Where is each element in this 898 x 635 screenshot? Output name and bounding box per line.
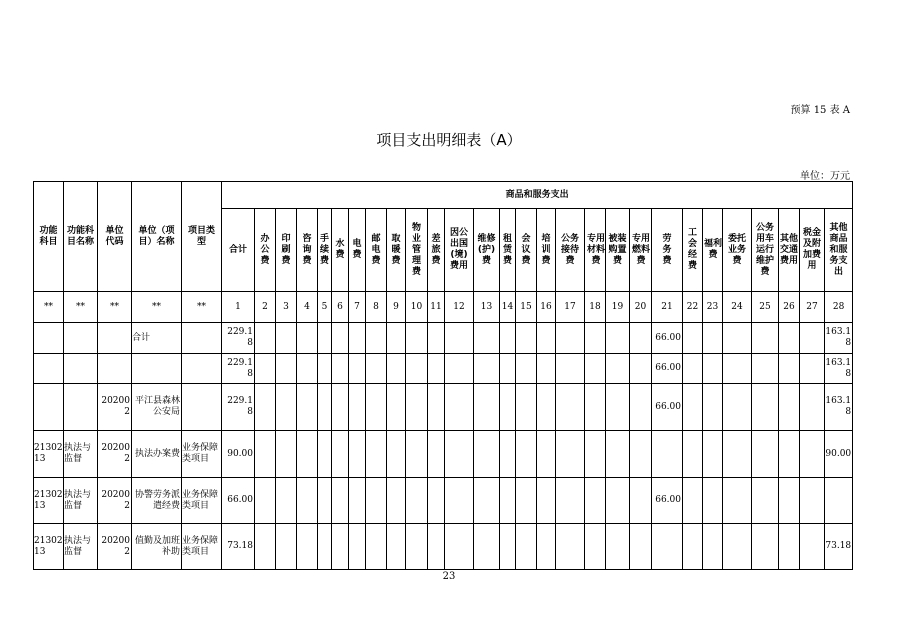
cell-empty — [349, 478, 366, 524]
cell-empty — [332, 478, 349, 524]
cell-empty — [723, 323, 752, 354]
header-col-1: 合计 — [222, 209, 255, 292]
cell-empty — [276, 323, 297, 354]
cell-empty — [297, 323, 318, 354]
cell-empty — [703, 384, 723, 431]
cell-empty — [500, 384, 516, 431]
cell-subject: 2130213 — [34, 431, 64, 478]
cell-empty — [332, 354, 349, 384]
cell-empty — [428, 431, 445, 478]
cell-empty — [387, 478, 406, 524]
header-col-3: 印刷费 — [276, 209, 297, 292]
cell-empty — [683, 431, 703, 478]
header-project-type: 项目类型 — [182, 182, 222, 292]
cell-empty — [606, 323, 630, 354]
cell-empty — [332, 323, 349, 354]
cell-total: 229.18 — [222, 323, 255, 354]
cell-empty — [255, 431, 276, 478]
cell-empty — [255, 478, 276, 524]
index-num: 26 — [779, 292, 800, 323]
cell-empty — [606, 354, 630, 384]
cell-empty — [630, 478, 652, 524]
header-col-13: 维修(护)费 — [474, 209, 500, 292]
cell-empty — [752, 478, 779, 524]
cell-empty — [800, 524, 825, 570]
cell-empty — [474, 431, 500, 478]
cell-empty — [556, 431, 585, 478]
cell-empty — [800, 431, 825, 478]
cell-empty — [297, 524, 318, 570]
cell-empty — [537, 354, 556, 384]
cell-subject-name: 执法与监督 — [64, 524, 98, 570]
cell-subject: 2130213 — [34, 524, 64, 570]
cell-empty — [349, 354, 366, 384]
index-num: 4 — [297, 292, 318, 323]
cell-empty — [723, 478, 752, 524]
cell-unit-code: 202002 — [98, 384, 132, 431]
cell-empty — [752, 431, 779, 478]
header-col-8: 邮电费 — [366, 209, 387, 292]
cell-empty — [516, 431, 537, 478]
header-col-16: 培训费 — [537, 209, 556, 292]
cell-empty — [606, 524, 630, 570]
index-num: 5 — [318, 292, 332, 323]
index-num: 8 — [366, 292, 387, 323]
index-star: ** — [132, 292, 182, 323]
cell-empty — [630, 354, 652, 384]
header-group: 商品和服务支出 — [222, 182, 853, 209]
cell-empty — [779, 431, 800, 478]
cell-empty — [516, 384, 537, 431]
cell-empty — [585, 354, 606, 384]
index-num: 17 — [556, 292, 585, 323]
index-num: 27 — [800, 292, 825, 323]
cell-empty — [606, 478, 630, 524]
cell-empty — [630, 323, 652, 354]
header-col-27: 税金及附加费用 — [800, 209, 825, 292]
cell-empty — [276, 384, 297, 431]
cell-empty — [297, 384, 318, 431]
header-col-6: 水费 — [332, 209, 349, 292]
cell-empty — [276, 478, 297, 524]
index-num: 24 — [723, 292, 752, 323]
cell-unit-code — [98, 323, 132, 354]
cell-empty — [779, 384, 800, 431]
cell-labor: 66.00 — [652, 354, 683, 384]
cell-empty — [255, 354, 276, 384]
cell-empty — [500, 354, 516, 384]
header-col-25: 公务用车运行维护费 — [752, 209, 779, 292]
cell-empty — [723, 431, 752, 478]
cell-empty — [585, 524, 606, 570]
cell-empty — [428, 524, 445, 570]
cell-empty — [406, 354, 428, 384]
cell-empty — [703, 478, 723, 524]
cell-other — [825, 478, 853, 524]
cell-empty — [428, 354, 445, 384]
cell-other: 73.18 — [825, 524, 853, 570]
cell-empty — [406, 323, 428, 354]
cell-project-type: 业务保障类项目 — [182, 431, 222, 478]
index-star: ** — [182, 292, 222, 323]
index-num: 19 — [606, 292, 630, 323]
header-func-name: 功能科目名称 — [64, 182, 98, 292]
cell-empty — [516, 478, 537, 524]
cell-empty — [556, 478, 585, 524]
cell-empty — [752, 384, 779, 431]
header-col-17: 公务接待费 — [556, 209, 585, 292]
cell-empty — [516, 524, 537, 570]
cell-empty — [474, 323, 500, 354]
index-num: 2 — [255, 292, 276, 323]
cell-empty — [318, 431, 332, 478]
index-star: ** — [64, 292, 98, 323]
cell-empty — [445, 478, 474, 524]
cell-empty — [516, 323, 537, 354]
index-num: 22 — [683, 292, 703, 323]
cell-empty — [800, 354, 825, 384]
header-col-15: 会议费 — [516, 209, 537, 292]
header-unit-project: 单位（项目）名称 — [132, 182, 182, 292]
index-num: 15 — [516, 292, 537, 323]
index-num: 18 — [585, 292, 606, 323]
table-row — [34, 384, 853, 431]
header-col-26: 其他交通费用 — [779, 209, 800, 292]
cell-other: 163.18 — [825, 354, 853, 384]
cell-empty — [537, 478, 556, 524]
cell-unit-project: 执法办案费 — [132, 431, 182, 478]
cell-empty — [683, 524, 703, 570]
header-col-21: 劳务费 — [652, 209, 683, 292]
cell-other: 163.18 — [825, 323, 853, 354]
cell-empty — [406, 478, 428, 524]
cell-total: 66.00 — [222, 478, 255, 524]
index-num: 11 — [428, 292, 445, 323]
cell-empty — [318, 384, 332, 431]
cell-unit-code: 202002 — [98, 524, 132, 570]
header-unit-code: 单位代码 — [98, 182, 132, 292]
cell-empty — [318, 524, 332, 570]
cell-empty — [779, 354, 800, 384]
cell-empty — [332, 431, 349, 478]
index-star: ** — [34, 292, 64, 323]
header-col-19: 被装购置费 — [606, 209, 630, 292]
cell-empty — [349, 431, 366, 478]
cell-empty — [500, 524, 516, 570]
header-col-24: 委托业务费 — [723, 209, 752, 292]
cell-empty — [752, 524, 779, 570]
cell-empty — [474, 478, 500, 524]
index-num: 25 — [752, 292, 779, 323]
header-col-10: 物业管理费 — [406, 209, 428, 292]
table-number: 预算 15 表 A — [790, 105, 850, 116]
cell-empty — [723, 524, 752, 570]
cell-total: 73.18 — [222, 524, 255, 570]
cell-subject-name: 执法与监督 — [64, 478, 98, 524]
cell-empty — [752, 323, 779, 354]
cell-empty — [683, 323, 703, 354]
page-title: 项目支出明细表（A） — [376, 131, 522, 149]
cell-project-type — [182, 384, 222, 431]
cell-empty — [537, 524, 556, 570]
cell-empty — [366, 478, 387, 524]
index-num: 28 — [825, 292, 853, 323]
cell-subject — [34, 354, 64, 384]
cell-empty — [474, 384, 500, 431]
header-col-5: 手续费 — [318, 209, 332, 292]
cell-empty — [500, 431, 516, 478]
cell-empty — [297, 478, 318, 524]
cell-unit-code: 202002 — [98, 478, 132, 524]
header-col-28: 其他商品和服务支出 — [825, 209, 853, 292]
cell-subject: 2130213 — [34, 478, 64, 524]
table-row — [34, 323, 853, 354]
cell-empty — [255, 323, 276, 354]
cell-empty — [349, 323, 366, 354]
cell-empty — [445, 431, 474, 478]
index-num: 9 — [387, 292, 406, 323]
cell-unit-project: 值勤及加班补助 — [132, 524, 182, 570]
cell-unit-project: 协警劳务派遣经费 — [132, 478, 182, 524]
cell-empty — [703, 323, 723, 354]
cell-labor — [652, 524, 683, 570]
index-num: 23 — [703, 292, 723, 323]
header-col-14: 租赁费 — [500, 209, 516, 292]
page-number: 23 — [442, 571, 456, 582]
cell-empty — [276, 354, 297, 384]
cell-total: 229.18 — [222, 354, 255, 384]
cell-empty — [474, 524, 500, 570]
cell-empty — [318, 323, 332, 354]
cell-empty — [516, 354, 537, 384]
table-row — [34, 524, 853, 570]
cell-empty — [703, 431, 723, 478]
cell-empty — [428, 478, 445, 524]
cell-empty — [683, 478, 703, 524]
cell-empty — [537, 323, 556, 354]
index-num: 7 — [349, 292, 366, 323]
index-num: 14 — [500, 292, 516, 323]
header-col-23: 福利费 — [703, 209, 723, 292]
header-func-subject: 功能科目 — [34, 182, 64, 292]
cell-empty — [606, 431, 630, 478]
header-col-4: 咨询费 — [297, 209, 318, 292]
cell-empty — [703, 354, 723, 384]
cell-empty — [276, 431, 297, 478]
cell-empty — [703, 524, 723, 570]
table-row — [34, 478, 853, 524]
cell-empty — [585, 384, 606, 431]
cell-empty — [406, 384, 428, 431]
cell-empty — [297, 431, 318, 478]
cell-empty — [366, 384, 387, 431]
cell-empty — [630, 431, 652, 478]
cell-empty — [445, 384, 474, 431]
cell-empty — [276, 524, 297, 570]
cell-empty — [349, 384, 366, 431]
cell-labor: 66.00 — [652, 384, 683, 431]
cell-other: 90.00 — [825, 431, 853, 478]
header-col-22: 工会经费 — [683, 209, 703, 292]
cell-empty — [779, 524, 800, 570]
index-star: ** — [98, 292, 132, 323]
cell-empty — [683, 384, 703, 431]
cell-total: 90.00 — [222, 431, 255, 478]
cell-empty — [779, 478, 800, 524]
cell-empty — [255, 524, 276, 570]
index-num: 6 — [332, 292, 349, 323]
cell-project-type: 业务保障类项目 — [182, 478, 222, 524]
index-num: 13 — [474, 292, 500, 323]
cell-empty — [606, 384, 630, 431]
cell-empty — [445, 323, 474, 354]
cell-subject-name: 执法与监督 — [64, 431, 98, 478]
cell-empty — [800, 323, 825, 354]
cell-subject-name — [64, 354, 98, 384]
cell-empty — [428, 384, 445, 431]
cell-subject — [34, 384, 64, 431]
cell-empty — [556, 524, 585, 570]
cell-empty — [255, 384, 276, 431]
index-num: 10 — [406, 292, 428, 323]
cell-empty — [630, 384, 652, 431]
cell-empty — [366, 431, 387, 478]
header-col-12: 因公出国(境)费用 — [445, 209, 474, 292]
cell-empty — [366, 524, 387, 570]
cell-empty — [366, 323, 387, 354]
table-row — [34, 354, 853, 384]
header-col-7: 电费 — [349, 209, 366, 292]
index-num: 20 — [630, 292, 652, 323]
index-num: 12 — [445, 292, 474, 323]
cell-unit-project: 平江县森林公安局 — [132, 384, 182, 431]
cell-empty — [585, 323, 606, 354]
cell-empty — [800, 384, 825, 431]
cell-subject — [34, 323, 64, 354]
cell-empty — [585, 431, 606, 478]
cell-empty — [366, 354, 387, 384]
cell-empty — [630, 524, 652, 570]
cell-labor: 66.00 — [652, 478, 683, 524]
cell-empty — [387, 323, 406, 354]
cell-empty — [723, 354, 752, 384]
index-num: 1 — [222, 292, 255, 323]
cell-empty — [445, 524, 474, 570]
cell-empty — [406, 524, 428, 570]
cell-unit-code — [98, 354, 132, 384]
cell-empty — [387, 384, 406, 431]
cell-empty — [752, 354, 779, 384]
cell-unit-code: 202002 — [98, 431, 132, 478]
cell-empty — [474, 354, 500, 384]
cell-empty — [349, 524, 366, 570]
cell-empty — [387, 431, 406, 478]
index-num: 16 — [537, 292, 556, 323]
cell-empty — [537, 431, 556, 478]
cell-empty — [318, 354, 332, 384]
header-col-2: 办公费 — [255, 209, 276, 292]
cell-unit-project: 合计 — [132, 323, 182, 354]
cell-empty — [779, 323, 800, 354]
unit-label: 单位：万元 — [800, 171, 850, 182]
cell-empty — [297, 354, 318, 384]
cell-empty — [723, 384, 752, 431]
header-col-11: 差旅费 — [428, 209, 445, 292]
cell-empty — [556, 323, 585, 354]
expense-table — [33, 181, 853, 570]
table-row — [34, 431, 853, 478]
cell-other: 163.18 — [825, 384, 853, 431]
cell-empty — [500, 478, 516, 524]
cell-empty — [387, 354, 406, 384]
cell-empty — [332, 524, 349, 570]
header-col-20: 专用燃料费 — [630, 209, 652, 292]
index-num: 3 — [276, 292, 297, 323]
header-col-18: 专用材料费 — [585, 209, 606, 292]
cell-empty — [800, 478, 825, 524]
cell-empty — [445, 354, 474, 384]
cell-total: 229.18 — [222, 384, 255, 431]
cell-empty — [556, 354, 585, 384]
cell-labor — [652, 431, 683, 478]
index-num: 21 — [652, 292, 683, 323]
cell-unit-project — [132, 354, 182, 384]
cell-project-type — [182, 354, 222, 384]
cell-project-type — [182, 323, 222, 354]
cell-empty — [428, 323, 445, 354]
cell-project-type: 业务保障类项目 — [182, 524, 222, 570]
cell-empty — [556, 384, 585, 431]
cell-empty — [406, 431, 428, 478]
cell-empty — [585, 478, 606, 524]
cell-empty — [318, 478, 332, 524]
cell-empty — [683, 354, 703, 384]
cell-subject-name — [64, 323, 98, 354]
cell-empty — [387, 524, 406, 570]
cell-empty — [332, 384, 349, 431]
cell-empty — [537, 384, 556, 431]
cell-subject-name — [64, 384, 98, 431]
cell-labor: 66.00 — [652, 323, 683, 354]
header-col-9: 取暖费 — [387, 209, 406, 292]
cell-empty — [500, 323, 516, 354]
